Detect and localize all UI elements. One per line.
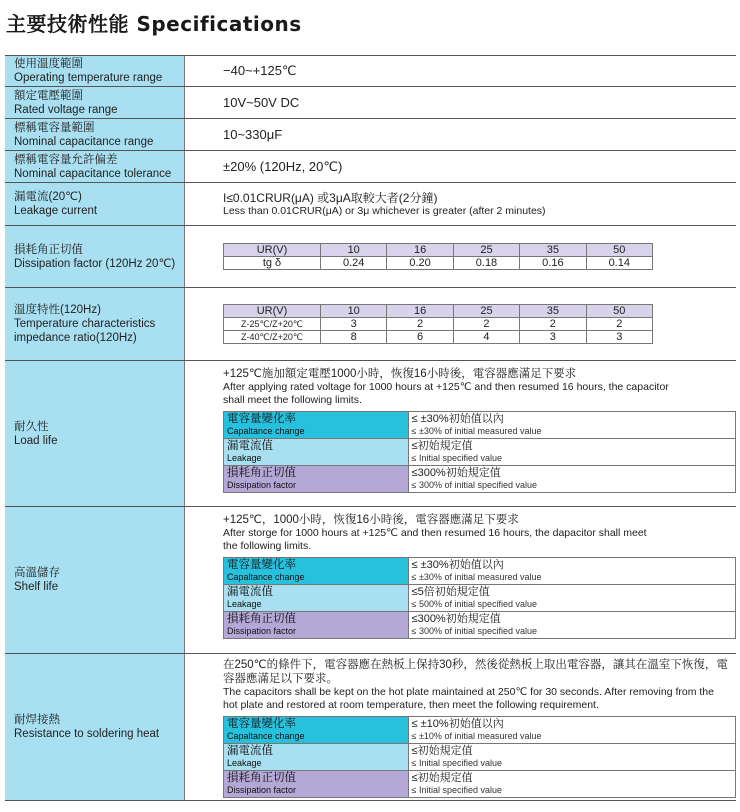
value-cell: 3 (586, 331, 652, 344)
limit-zh: ≤5倍初始規定值 (411, 586, 490, 598)
label-zh: 損耗角正切值 (14, 243, 83, 256)
label-en: Load life (14, 434, 58, 447)
voltage-cell: 50 (586, 244, 652, 257)
value-cell: 2 (586, 318, 652, 331)
item-zh: 損耗角正切值 (227, 772, 296, 784)
condition-zh: 在250℃的條件下，電容器應在熱板上保持30秒，然後從熱板上取出電容器，讓其在溫室下恢復，電容器應滿足以下要求。 (223, 659, 728, 685)
item-en: Dissipation factor (227, 480, 297, 490)
label-en: Nominal capacitance tolerance (14, 167, 172, 180)
dissipation-table (223, 243, 653, 270)
value-cell: 2 (387, 318, 453, 331)
limit-en: ≤ 300% of initial specified value (411, 626, 538, 636)
label-en: Temperature characteristics (14, 318, 156, 330)
limit-en: ≤ ±10% of initial measured value (411, 731, 542, 741)
limit-en: ≤ ±30% of initial measured value (411, 426, 542, 436)
spec-row-capacitance-tolerance (5, 150, 736, 182)
limit-zh: ≤初始規定值 (411, 772, 473, 784)
label-en: Operating temperature range (14, 72, 163, 84)
impedance-ratio-label: Z-25℃/Z+20℃ (224, 318, 321, 331)
spec-row-rated-voltage (5, 86, 736, 118)
spec-row-temperature-characteristics (5, 287, 736, 360)
voltage-cell: 10 (321, 244, 387, 257)
label-zh: 高溫儲存 (14, 567, 60, 579)
spec-row-shelf-life (5, 506, 736, 653)
limit-en: ≤ 500% of initial specified value (411, 599, 538, 609)
limit-en: ≤ Initial specified value (411, 453, 503, 463)
spec-row-load-life (5, 360, 736, 506)
value-cell: 0.16 (520, 257, 586, 270)
value: 10V~50V DC (223, 95, 300, 110)
spec-table (5, 55, 736, 801)
condition-en: The capacitors shall be kept on the hot plate maintained at 250℃ for 30 seconds. After removing from the hot plate and restored at room temperature, then meet the following requirement. (223, 686, 714, 711)
condition-en: After storge for 1000 hours at +125℃ and then resumed 16 hours, the dapacitor shall meet the following limits. (223, 527, 647, 552)
value-zh: I≤0.01CRUR(μA) 或3μA取較大者(2分鐘) (223, 190, 438, 205)
item-zh: 電容量變化率 (227, 413, 296, 425)
limit-zh: ≤300%初始規定值 (411, 613, 501, 625)
value-cell: 0.20 (387, 257, 453, 270)
item-en: Leakage (227, 758, 262, 768)
voltage-cell: 50 (586, 305, 652, 318)
label-en: impedance ratio(120Hz) (14, 332, 137, 344)
label-zh: 耐焊接熱 (14, 714, 60, 726)
limit-zh: ≤ ±30%初始值以內 (411, 413, 504, 425)
condition-zh: +125℃施加額定電壓1000小時，恢復16小時後，電容器應滿足下要求 (223, 368, 577, 380)
value-cell: 6 (387, 331, 453, 344)
value-cell: 8 (321, 331, 387, 344)
voltage-cell: 16 (387, 244, 453, 257)
item-en: Dissipation factor (227, 626, 297, 636)
item-zh: 漏電流值 (227, 586, 273, 598)
ur-header: UR(V) (224, 305, 321, 318)
limit-en: ≤ ±30% of initial measured value (411, 572, 542, 582)
label-zh: 標稱電容量範圍 (14, 121, 95, 134)
value-cell: 0.18 (453, 257, 519, 270)
voltage-cell: 16 (387, 305, 453, 318)
item-en: Leakage (227, 599, 262, 609)
ur-header: UR(V) (224, 244, 321, 257)
label-en: Rated voltage range (14, 103, 118, 116)
impedance-ratio-label: Z-40℃/Z+20℃ (224, 331, 321, 344)
item-zh: 損耗角正切值 (227, 613, 296, 625)
label-zh: 耐久性 (14, 420, 49, 433)
label-zh: 額定電壓範圍 (14, 89, 83, 102)
item-en: Capaltance change (227, 572, 305, 582)
value: −40~+125℃ (223, 63, 297, 78)
label-en: Resistance to soldering heat (14, 728, 160, 740)
label-zh: 使用溫度範圍 (14, 58, 83, 70)
limit-en: ≤ 300% of initial specified value (411, 480, 538, 490)
item-en: Capaltance change (227, 731, 305, 741)
soldering-limits-table (223, 716, 736, 798)
item-en: Leakage (227, 453, 262, 463)
item-zh: 漏電流值 (227, 745, 273, 757)
tg-delta-label: tg δ (224, 257, 321, 270)
voltage-cell: 25 (453, 244, 519, 257)
value-cell: 3 (520, 331, 586, 344)
limit-zh: ≤300%初始規定值 (411, 467, 501, 479)
page-title: 主要技術性能 Specifications (6, 12, 302, 36)
limit-en: ≤ Initial specified value (411, 758, 503, 768)
limit-zh: ≤初始規定值 (411, 440, 473, 452)
voltage-cell: 35 (520, 305, 586, 318)
limit-zh: ≤ ±30%初始值以內 (411, 559, 504, 571)
spec-row-capacitance-range (5, 118, 736, 150)
value-cell: 2 (520, 318, 586, 331)
item-zh: 電容量變化率 (227, 559, 296, 571)
load-life-limits-table (223, 411, 736, 493)
value-en: Less than 0.01CRUR(μA) or 3μ whichever is greater (after 2 minutes) (223, 204, 546, 217)
voltage-cell: 25 (453, 305, 519, 318)
condition-zh: +125℃，1000小時，恢復16小時後，電容器應滿足下要求 (223, 514, 519, 526)
value-cell: 2 (453, 318, 519, 331)
shelf-life-limits-table (223, 557, 736, 639)
value-cell: 4 (453, 331, 519, 344)
label-en: Leakage current (14, 205, 98, 217)
spec-row-operating-temp (5, 55, 736, 86)
value-cell: 0.24 (321, 257, 387, 270)
condition-en: After applying rated voltage for 1000 hours at +125℃ and then resumed 16 hours, the capacitor shall meet the following limits. (223, 381, 669, 406)
label-en: Shelf life (14, 581, 59, 593)
voltage-cell: 35 (520, 244, 586, 257)
limit-en: ≤ Initial specified value (411, 785, 503, 795)
label-zh: 漏電流(20℃) (14, 191, 82, 203)
item-zh: 漏電流值 (227, 440, 273, 452)
temperature-table (223, 304, 653, 344)
label-en: Dissipation factor (120Hz 20℃) (14, 257, 176, 270)
value-cell: 0.14 (586, 257, 652, 270)
limit-zh: ≤初始規定值 (411, 745, 473, 757)
item-en: Dissipation factor (227, 785, 297, 795)
value: 10~330μF (223, 127, 283, 142)
item-zh: 電容量變化率 (227, 718, 296, 730)
value: ±20% (120Hz, 20℃) (223, 158, 343, 174)
label-zh: 標稱電容量允許偏差 (14, 153, 118, 166)
voltage-cell: 10 (321, 305, 387, 318)
spec-row-soldering-heat (5, 653, 736, 801)
label-zh: 溫度特性(120Hz) (14, 304, 101, 316)
spec-row-leakage-current (5, 182, 736, 225)
limit-zh: ≤ ±10%初始值以內 (411, 718, 504, 730)
value-cell: 3 (321, 318, 387, 331)
label-en: Nominal capacitance range (14, 135, 154, 148)
item-zh: 損耗角正切值 (227, 467, 296, 479)
item-en: Capaltance change (227, 426, 305, 436)
spec-row-dissipation-factor (5, 225, 736, 287)
